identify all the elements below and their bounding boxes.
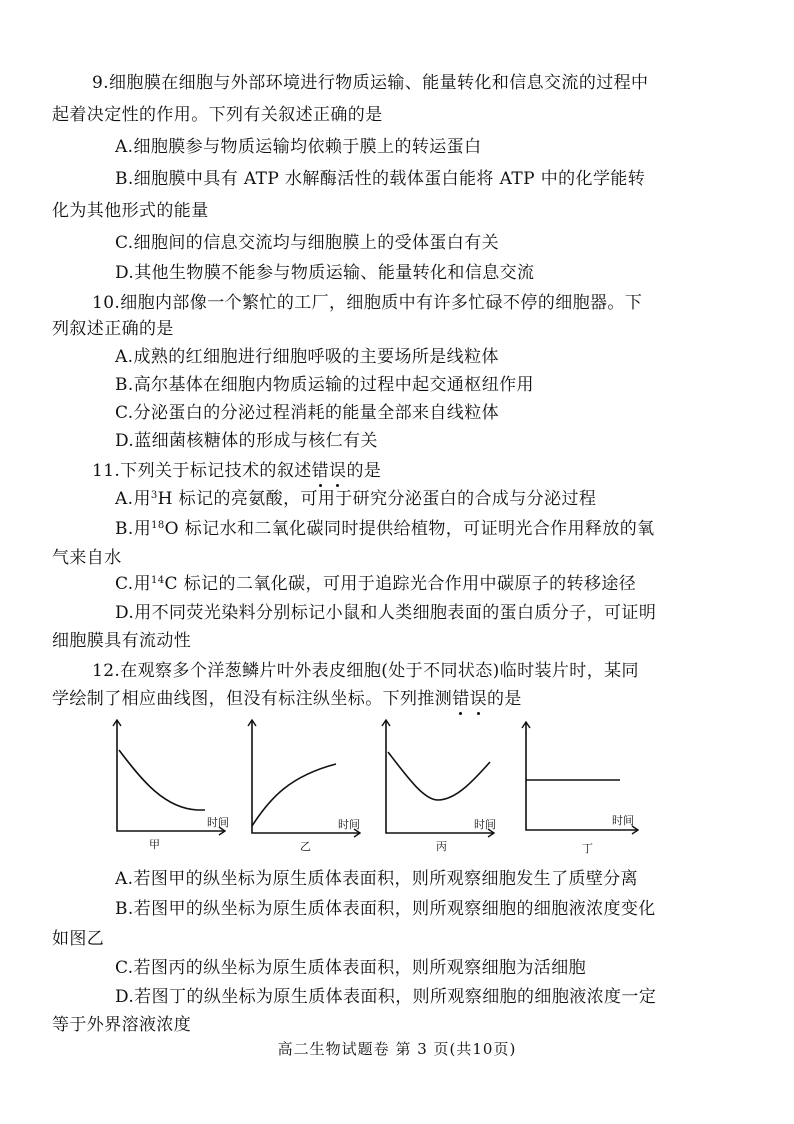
isotope-superscript: 3 [150, 490, 158, 501]
q11-a-prefix: A.用 [115, 489, 151, 509]
q12-option-d-line1: D.若图丁的纵坐标为原生质体表面积，则所观察细胞的细胞液浓度一定 [115, 987, 657, 1007]
q11-c-text: C 标记的二氧化碳，可用于追踪光合作用中碳原子的转移途径 [164, 574, 637, 594]
q12-option-b-line1: B.若图甲的纵坐标为原生质体表面积，则所观察细胞的细胞液浓度变化 [115, 899, 656, 919]
graph-yi-plot [240, 718, 370, 858]
graph-ding [514, 718, 644, 858]
graph-ding-plot [514, 718, 644, 858]
q12-stem-line2 [52, 688, 522, 710]
q9-stem-line2: 起着决定性的作用。下列有关叙述正确的是 [52, 105, 383, 125]
q11-option-a [115, 488, 596, 510]
q9-option-b-line2: 化为其他形式的能量 [52, 201, 209, 221]
q9-option-b-line1: B.细胞膜中具有 ATP 水解酶活性的载体蛋白能将 ATP 中的化学能转 [115, 169, 646, 189]
q12-option-b-line2: 如图乙 [52, 929, 105, 949]
q12-stem-line1: 12.在观察多个洋葱鳞片叶外表皮细胞(处于不同状态)临时装片时，某同 [92, 661, 639, 681]
q11-stem [92, 460, 381, 482]
graph-ding-title: 丁 [582, 842, 593, 855]
q10-option-a: A.成熟的红细胞进行细胞呼吸的主要场所是线粒体 [115, 347, 499, 367]
q10-option-b: B.高尔基体在细胞内物质运输的过程中起交通枢纽作用 [115, 375, 534, 395]
graph-bing-x-label: 时间 [474, 818, 496, 831]
q11-c-prefix: C.用 [115, 574, 152, 594]
q11-a-text: H 标记的亮氨酸，可用于研究分泌蛋白的合成与分泌过程 [157, 489, 597, 509]
graph-jia [105, 718, 235, 858]
page-footer: 高二生物试题卷 第 3 页(共10页) [277, 1040, 517, 1058]
q11-option-c [115, 573, 636, 595]
graph-yi-curve [252, 764, 336, 826]
q12-option-a: A.若图甲的纵坐标为原生质体表面积，则所观察细胞发生了质壁分离 [115, 869, 639, 889]
graph-yi-x-label: 时间 [338, 818, 360, 831]
q11-option-d-line1: D.用不同荧光染料分别标记小鼠和人类细胞表面的蛋白质分子，可证明 [115, 603, 657, 623]
graph-jia-title: 甲 [149, 838, 160, 851]
graph-bing-title: 丙 [436, 840, 447, 853]
q9-stem-line1: 9.细胞膜在细胞与外部环境进行物质运输、能量转化和信息交流的过程中 [92, 73, 649, 93]
isotope-superscript: 18 [151, 520, 165, 531]
isotope-superscript: 14 [151, 575, 165, 586]
graph-yi [240, 718, 370, 858]
q10-option-c: C.分泌蛋白的分泌过程消耗的能量全部来自线粒体 [115, 403, 500, 423]
graph-jia-x-label: 时间 [207, 816, 229, 829]
graph-bing [374, 718, 504, 858]
q10-stem-line2: 列叙述正确的是 [52, 319, 174, 339]
graph-bing-curve [388, 752, 490, 800]
q9-option-d: D.其他生物膜不能参与物质运输、能量转化和信息交流 [115, 263, 535, 283]
q10-option-d: D.蓝细菌核糖体的形成与核仁有关 [115, 431, 378, 451]
emphasis-dot-char: 错 [311, 461, 330, 481]
q11-b-text: O 标记水和二氧化碳同时提供给植物，可证明光合作用释放的氧 [164, 519, 655, 539]
q12-option-d-line2: 等于外界溶液浓度 [52, 1015, 192, 1035]
q11-option-b-line1 [115, 518, 655, 540]
q12-stem-text-end: 的是 [487, 689, 522, 709]
emphasis-dot-char: 误 [469, 689, 488, 709]
q11-option-d-line2: 细胞膜具有流动性 [52, 631, 192, 651]
emphasis-dot-char: 误 [329, 461, 347, 481]
emphasis-dot-char: 错 [452, 689, 470, 709]
graph-jia-curve [119, 750, 205, 810]
q11-stem-text: 11.下列关于标记技术的叙述 [92, 461, 312, 481]
q11-stem-text-end: 的是 [346, 461, 382, 481]
q11-option-b-line2: 气来自水 [52, 548, 122, 568]
q11-b-prefix: B.用 [115, 519, 152, 539]
graph-ding-x-label: 时间 [612, 814, 634, 827]
graph-jia-plot [105, 718, 235, 858]
q9-option-c: C.细胞间的信息交流均与细胞膜上的受体蛋白有关 [115, 233, 500, 253]
graph-bing-plot [374, 718, 504, 858]
q12-option-c: C.若图丙的纵坐标为原生质体表面积，则所观察细胞为活细胞 [115, 958, 587, 978]
q12-stem-text: 学绘制了相应曲线图，但没有标注纵坐标。下列推测 [52, 689, 453, 709]
q10-stem-line1: 10.细胞内部像一个繁忙的工厂，细胞质中有许多忙碌不停的细胞器。下 [92, 293, 643, 313]
graph-yi-title: 乙 [300, 840, 311, 853]
q9-option-a: A.细胞膜参与物质运输均依赖于膜上的转运蛋白 [115, 137, 482, 157]
